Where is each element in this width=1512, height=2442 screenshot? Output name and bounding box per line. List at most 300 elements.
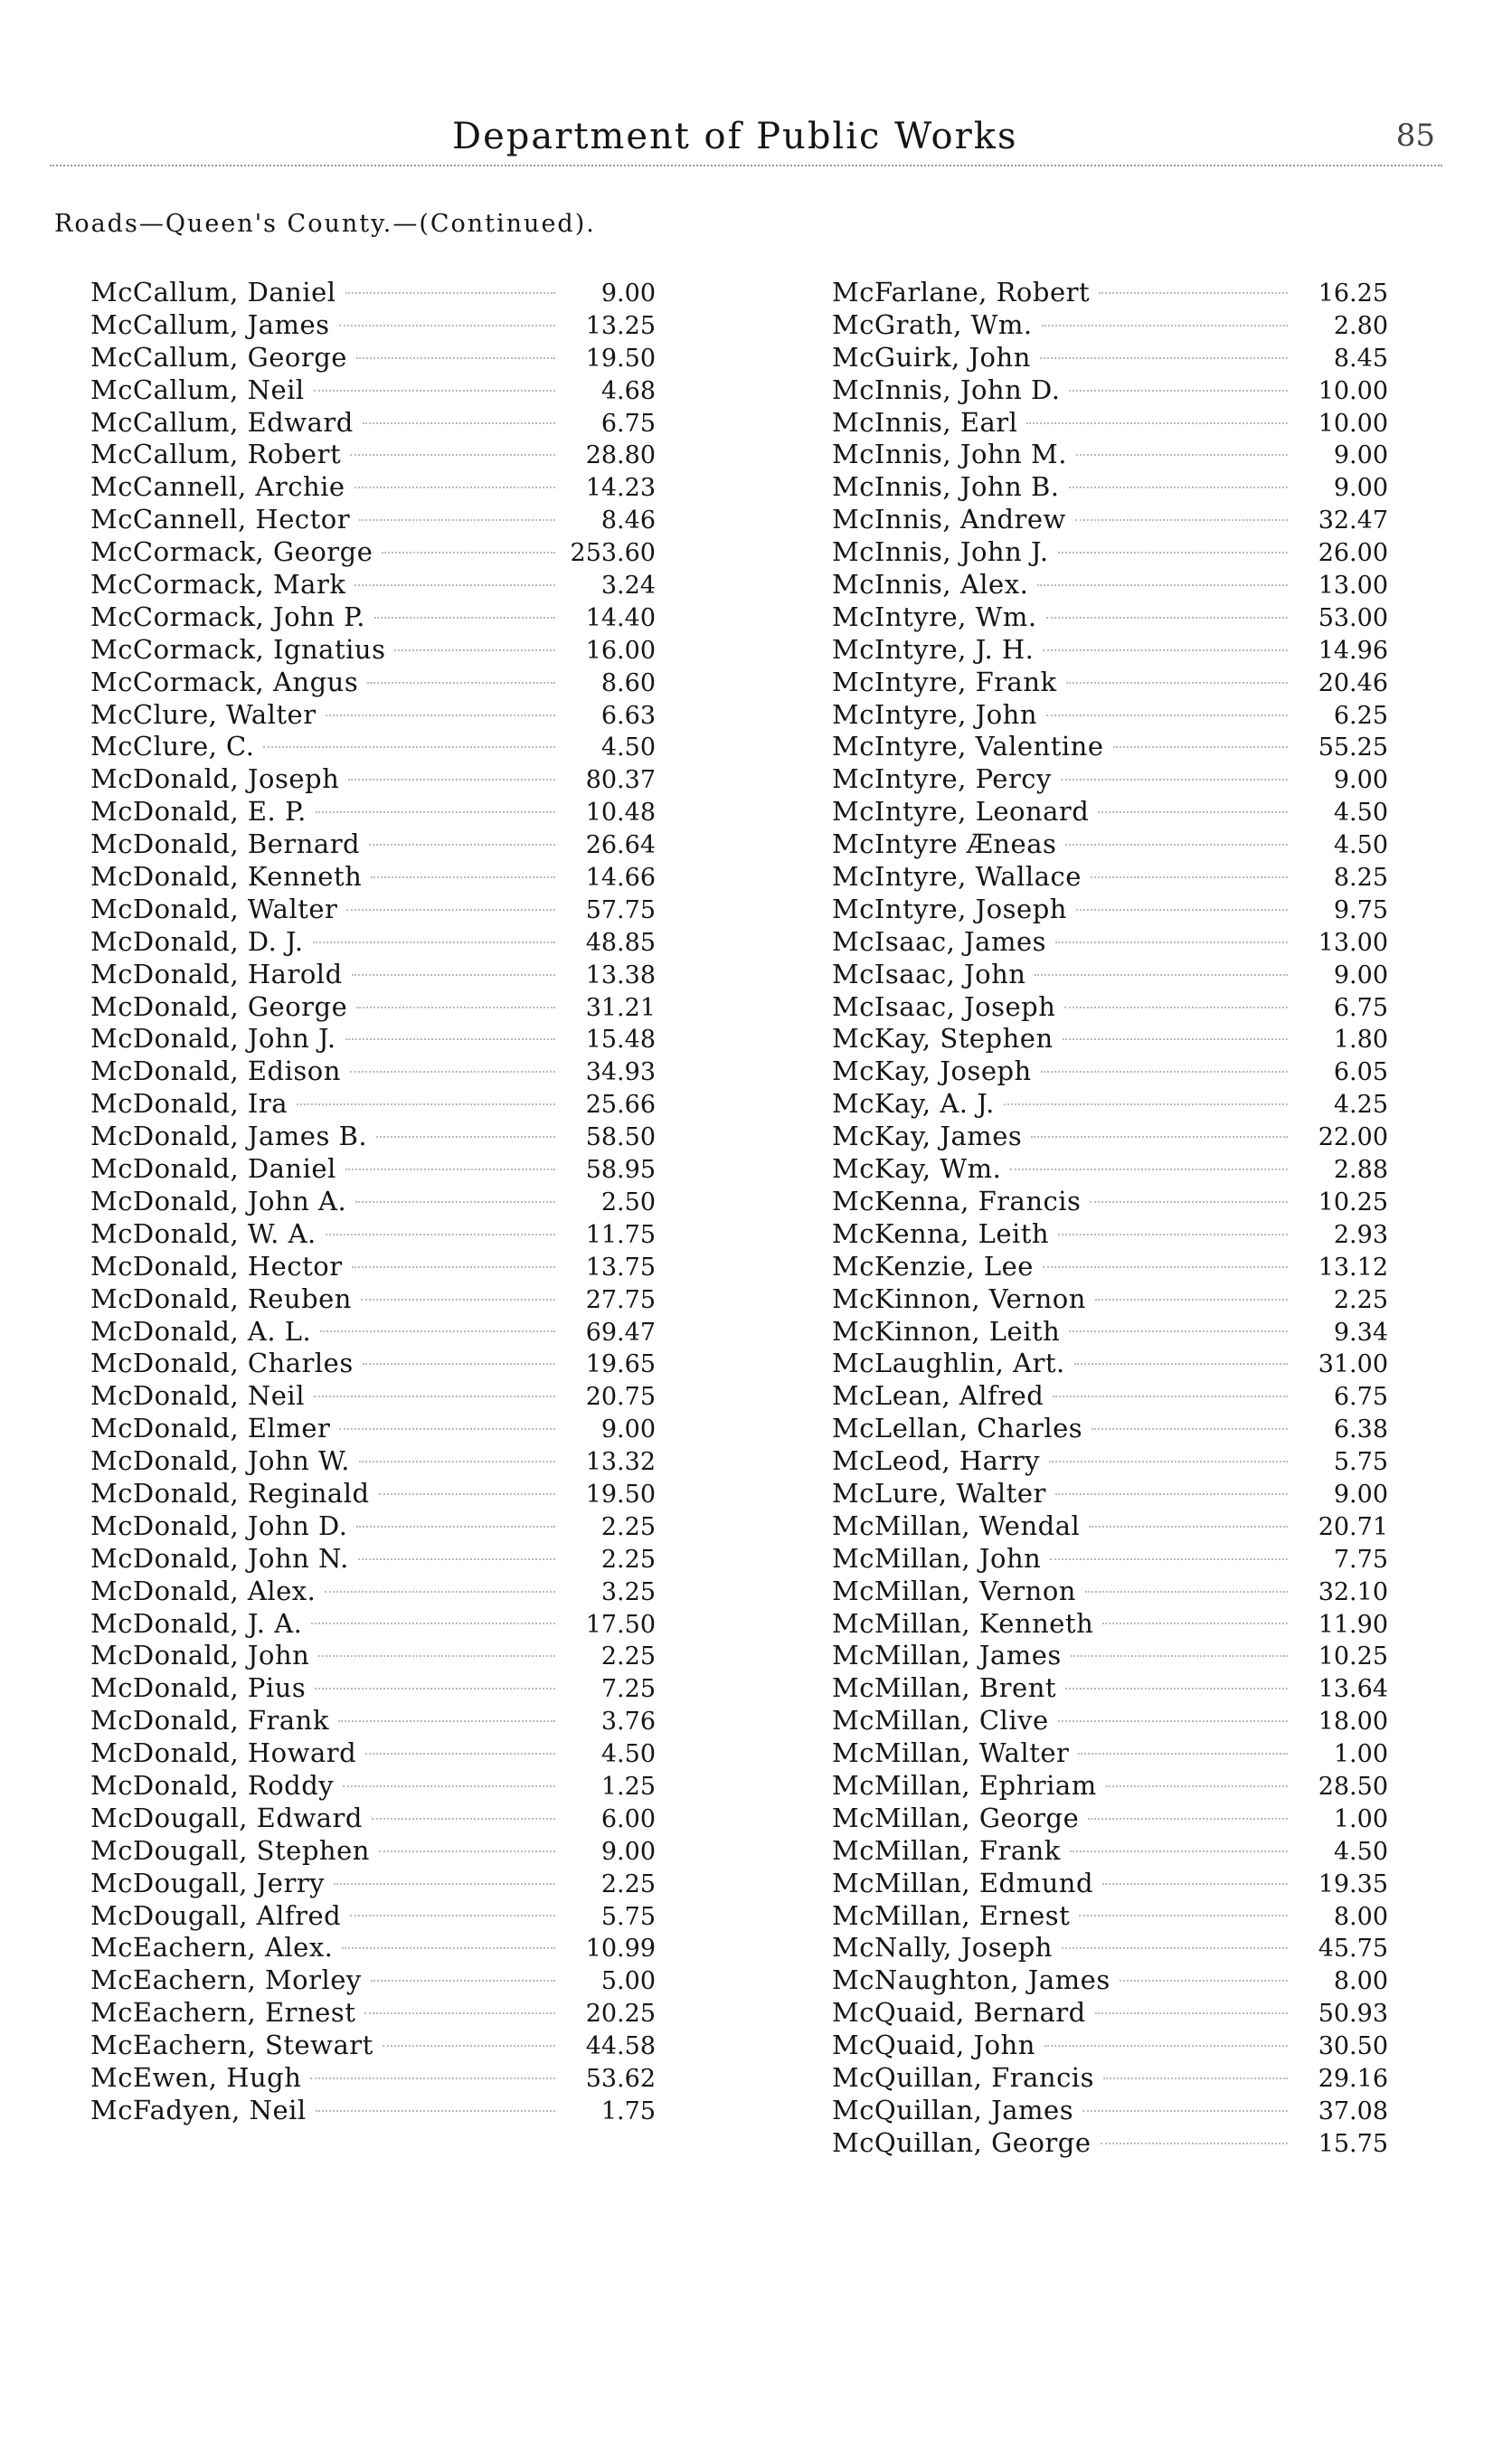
entry-name: McCormack, Mark <box>90 569 346 601</box>
dot-leader <box>1010 1169 1288 1170</box>
list-item <box>90 1186 656 1218</box>
dot-leader <box>1102 1623 1288 1624</box>
list-item <box>90 1705 656 1737</box>
dot-leader <box>1065 1688 1288 1690</box>
list-item <box>832 1900 1388 1933</box>
entry-name: McDonald, Walter <box>90 893 338 924</box>
entry-name: McDougall, Stephen <box>90 1834 370 1866</box>
entry-amount: 9.75 <box>1333 895 1388 924</box>
dot-leader <box>1042 325 1288 327</box>
entry-name: McClure, Walter <box>90 698 317 730</box>
entry-name: McMillan, John <box>832 1542 1042 1574</box>
dot-leader <box>346 909 555 911</box>
entry-amount: 32.47 <box>1318 506 1388 535</box>
dot-leader <box>1090 1201 1288 1203</box>
list-item <box>90 1380 656 1413</box>
entry-amount: 13.75 <box>585 1253 656 1282</box>
entry-name: McDonald, J. A. <box>90 1607 303 1639</box>
list-item <box>832 1543 1388 1576</box>
dot-leader <box>1106 1785 1288 1787</box>
list-item <box>90 667 656 699</box>
entry-name: McDonald, Frank <box>90 1705 329 1737</box>
dot-leader <box>325 1591 555 1593</box>
entry-amount: 5.75 <box>1333 1448 1388 1477</box>
entry-name: McDonald, Bernard <box>90 828 361 860</box>
list-item <box>832 1510 1388 1543</box>
entry-amount: 10.00 <box>1318 409 1388 438</box>
list-item <box>90 1251 656 1283</box>
entry-name: McDonald, Reginald <box>90 1477 370 1509</box>
entry-amount: 19.35 <box>1318 1869 1388 1898</box>
list-item <box>832 277 1388 309</box>
list-item <box>90 1510 656 1543</box>
dot-leader <box>314 390 555 392</box>
entry-name: McIsaac, Joseph <box>832 990 1056 1022</box>
entry-amount: 48.85 <box>585 928 656 957</box>
entry-amount: 8.60 <box>600 668 656 697</box>
list-item <box>832 1251 1388 1283</box>
entry-amount: 7.25 <box>600 1675 656 1704</box>
dot-leader <box>367 682 555 684</box>
entry-amount: 26.00 <box>1318 539 1388 568</box>
dot-leader <box>364 2012 555 2014</box>
list-item <box>832 1737 1388 1770</box>
list-item <box>832 1121 1388 1153</box>
list-item <box>832 731 1388 763</box>
list-item <box>90 1868 656 1900</box>
entry-name: McKay, James <box>832 1121 1023 1152</box>
entry-name: McLellan, Charles <box>832 1413 1083 1444</box>
list-item <box>832 1023 1388 1055</box>
entry-amount: 4.50 <box>1333 831 1388 860</box>
entry-amount: 2.25 <box>600 1642 656 1671</box>
list-item <box>90 1055 656 1088</box>
list-item <box>832 1835 1388 1868</box>
entry-name: McMillan, Wendal <box>832 1510 1081 1541</box>
entry-amount: 20.71 <box>1318 1512 1388 1541</box>
dot-leader <box>1089 1526 1288 1528</box>
list-item <box>90 2062 656 2095</box>
entry-name: McCallum, Daniel <box>90 277 336 308</box>
section-title: Roads—Queen's County.—(Continued). <box>54 210 596 238</box>
entry-name: McCormack, George <box>90 536 373 568</box>
dot-leader <box>318 1655 555 1657</box>
entry-amount: 44.58 <box>585 2032 656 2061</box>
entry-name: McLeod, Harry <box>832 1445 1041 1477</box>
entry-name: McGrath, Wm. <box>832 308 1033 340</box>
entry-name: McEachern, Morley <box>90 1964 362 1996</box>
entry-name: McMillan, Walter <box>832 1737 1070 1769</box>
list-item <box>90 1997 656 2030</box>
dot-leader <box>1099 292 1288 294</box>
list-item <box>90 1316 656 1349</box>
entry-amount: 13.64 <box>1318 1675 1388 1704</box>
entry-amount: 16.25 <box>1318 279 1388 308</box>
entry-name: McInnis, John J. <box>832 536 1049 568</box>
entry-amount: 20.46 <box>1318 668 1388 697</box>
entry-amount: 10.99 <box>585 1935 656 1964</box>
entry-name: McIntyre, Percy <box>832 763 1052 795</box>
dot-leader <box>358 1558 555 1560</box>
list-item <box>832 1964 1388 1997</box>
entry-name: McCannell, Hector <box>90 504 351 535</box>
right-column <box>832 277 1388 2160</box>
entry-name: McDonald, Charles <box>90 1348 354 1379</box>
dot-leader <box>316 811 555 813</box>
entry-name: McIsaac, John <box>832 958 1026 989</box>
list-item <box>90 374 656 407</box>
dot-leader <box>365 1753 555 1755</box>
list-item <box>832 959 1388 991</box>
list-item <box>90 1900 656 1933</box>
dot-leader <box>345 1169 555 1170</box>
entry-name: McDonald, Howard <box>90 1737 357 1769</box>
entry-amount: 37.08 <box>1318 2097 1388 2125</box>
entry-amount: 9.00 <box>600 1837 656 1866</box>
list-item <box>832 1218 1388 1251</box>
entry-amount: 53.00 <box>1318 603 1388 632</box>
list-item <box>832 1348 1388 1380</box>
entry-amount: 28.50 <box>1318 1772 1388 1801</box>
entry-amount: 4.25 <box>1333 1091 1388 1120</box>
dot-leader <box>354 584 555 586</box>
entry-name: McNaughton, James <box>832 1964 1110 1996</box>
list-item <box>832 1640 1388 1672</box>
dot-leader <box>363 1363 555 1365</box>
dot-leader <box>1035 974 1288 976</box>
dot-leader <box>345 292 555 294</box>
entry-name: McDonald, Roddy <box>90 1769 335 1801</box>
list-item <box>832 569 1388 601</box>
dot-leader <box>1113 746 1288 748</box>
entry-amount: 6.75 <box>1333 993 1388 1022</box>
entry-amount: 20.75 <box>585 1383 656 1412</box>
list-item <box>90 991 656 1024</box>
entry-amount: 6.00 <box>600 1804 656 1833</box>
dot-leader <box>1120 1980 1288 1982</box>
entry-name: McCormack, John P. <box>90 601 365 632</box>
entry-amount: 2.88 <box>1333 1156 1388 1185</box>
entry-amount: 32.10 <box>1318 1577 1388 1606</box>
dot-leader <box>1053 1396 1288 1397</box>
dot-leader <box>369 844 555 846</box>
entry-amount: 14.66 <box>585 864 656 893</box>
entry-name: McIntyre, Frank <box>832 666 1057 697</box>
entry-amount: 53.62 <box>585 2064 656 2093</box>
list-item <box>90 763 656 796</box>
list-item <box>832 699 1388 732</box>
entry-name: McDonald, James B. <box>90 1121 368 1152</box>
dot-leader <box>310 2078 555 2079</box>
entry-name: McDonald, E. P. <box>90 796 307 828</box>
dot-leader <box>1069 1330 1288 1332</box>
dot-leader <box>356 357 555 359</box>
entry-amount: 8.00 <box>1333 1967 1388 1996</box>
dot-leader <box>1058 1234 1288 1235</box>
list-item <box>90 634 656 667</box>
dot-leader <box>326 1234 555 1235</box>
dot-leader <box>1046 715 1288 716</box>
entry-name: McIntyre, J. H. <box>832 633 1035 665</box>
dot-leader <box>339 1428 555 1430</box>
dot-leader <box>363 422 555 424</box>
dot-leader <box>371 876 555 878</box>
entry-amount: 8.00 <box>1333 1902 1388 1931</box>
entry-amount: 19.50 <box>585 1480 656 1509</box>
list-item <box>832 1770 1388 1803</box>
entry-name: McCallum, Edward <box>90 406 354 438</box>
entry-name: McKay, Joseph <box>832 1055 1032 1087</box>
entry-name: McDonald, Neil <box>90 1380 305 1412</box>
dot-leader <box>1037 584 1288 586</box>
entry-amount: 34.93 <box>585 1058 656 1087</box>
list-item <box>90 601 656 634</box>
dot-leader <box>1050 1558 1288 1560</box>
dot-leader <box>352 974 555 976</box>
dot-leader <box>382 552 555 554</box>
dot-leader <box>316 2110 555 2112</box>
entry-name: McCallum, Neil <box>90 374 305 405</box>
entry-name: McKay, Wm. <box>832 1153 1002 1185</box>
entry-name: McInnis, John D. <box>832 374 1061 405</box>
entry-name: McDonald, John N. <box>90 1542 349 1574</box>
dot-leader <box>348 779 555 781</box>
dot-leader <box>1043 1266 1288 1268</box>
entry-name: McIntyre Æneas <box>832 828 1057 860</box>
list-item <box>90 959 656 991</box>
entry-amount: 8.45 <box>1333 344 1388 373</box>
dot-leader <box>1074 1363 1288 1365</box>
list-item <box>832 1283 1388 1316</box>
page-header <box>0 116 1512 170</box>
list-item <box>90 1640 656 1672</box>
entry-name: McDonald, John J. <box>90 1023 336 1055</box>
entry-amount: 5.00 <box>600 1967 656 1996</box>
list-item <box>90 277 656 309</box>
entry-amount: 18.00 <box>1318 1708 1388 1737</box>
list-item <box>832 926 1388 959</box>
entry-amount: 9.00 <box>1333 474 1388 503</box>
list-item <box>90 894 656 926</box>
list-item <box>832 1997 1388 2030</box>
list-item <box>832 796 1388 828</box>
entry-name: McDonald, A. L. <box>90 1315 312 1347</box>
left-column <box>90 277 656 2127</box>
entry-name: McDonald, D. J. <box>90 925 304 957</box>
entry-name: McMillan, Frank <box>832 1834 1061 1866</box>
dot-leader <box>379 1493 555 1495</box>
entry-name: McDonald, Kenneth <box>90 861 363 893</box>
entry-amount: 3.25 <box>600 1577 656 1606</box>
list-item <box>832 2127 1388 2160</box>
header-rule <box>50 165 1442 166</box>
dot-leader <box>311 1623 555 1624</box>
dot-leader <box>1004 1103 1288 1105</box>
list-item <box>832 1478 1388 1510</box>
entry-amount: 11.90 <box>1318 1610 1388 1639</box>
list-item <box>832 1576 1388 1608</box>
entry-name: McMillan, Clive <box>832 1705 1049 1737</box>
list-item <box>832 1316 1388 1349</box>
entry-name: McInnis, Alex. <box>832 569 1029 601</box>
entry-name: McCallum, Robert <box>90 439 342 470</box>
list-item <box>832 1932 1388 1964</box>
entry-name: McDonald, Elmer <box>90 1413 331 1444</box>
entry-amount: 9.00 <box>1333 961 1388 989</box>
list-item <box>832 342 1388 374</box>
entry-name: McFarlane, Robert <box>832 277 1091 308</box>
dot-leader <box>1040 357 1288 359</box>
entry-amount: 50.93 <box>1318 2000 1388 2029</box>
entry-amount: 9.00 <box>1333 766 1388 795</box>
list-item <box>90 699 656 732</box>
entry-amount: 13.12 <box>1318 1253 1388 1282</box>
entry-amount: 9.00 <box>1333 441 1388 470</box>
list-item <box>90 1803 656 1835</box>
entry-amount: 45.75 <box>1318 1935 1388 1964</box>
list-item <box>90 731 656 763</box>
dot-leader <box>376 1136 555 1138</box>
list-item <box>90 1283 656 1316</box>
list-item <box>90 471 656 504</box>
entry-amount: 31.21 <box>585 993 656 1022</box>
entry-amount: 11.75 <box>585 1220 656 1249</box>
dot-leader <box>1058 1720 1288 1722</box>
entry-name: McKenna, Leith <box>832 1217 1050 1249</box>
dot-leader <box>1066 682 1288 684</box>
page-number: 85 <box>1395 118 1435 154</box>
entry-name: McInnis, John M. <box>832 439 1067 470</box>
dot-leader <box>320 1330 555 1332</box>
list-item <box>832 439 1388 471</box>
list-item <box>90 1672 656 1705</box>
entry-amount: 4.50 <box>600 734 656 762</box>
list-item <box>832 1153 1388 1186</box>
entry-amount: 27.75 <box>585 1285 656 1314</box>
entry-amount: 29.16 <box>1318 2064 1388 2093</box>
dot-leader <box>314 1396 555 1397</box>
list-item <box>832 374 1388 407</box>
list-item <box>90 1608 656 1641</box>
entry-amount: 28.80 <box>585 441 656 470</box>
entry-amount: 55.25 <box>1318 734 1388 762</box>
entry-amount: 1.75 <box>600 2097 656 2125</box>
entry-name: McIntyre, Valentine <box>832 731 1104 762</box>
dot-leader <box>356 1526 555 1528</box>
entry-amount: 80.37 <box>585 766 656 795</box>
entry-name: McMillan, Ernest <box>832 1899 1071 1931</box>
list-item <box>832 861 1388 894</box>
dot-leader <box>1041 1071 1288 1073</box>
entry-amount: 9.34 <box>1333 1318 1388 1347</box>
entry-name: McMillan, Ephriam <box>832 1769 1097 1801</box>
entry-name: McIsaac, James <box>832 925 1046 957</box>
dot-leader <box>1098 811 1288 813</box>
entry-amount: 9.00 <box>1333 1480 1388 1509</box>
list-item <box>90 1445 656 1478</box>
dot-leader <box>350 1915 555 1917</box>
entry-name: McDonald, Daniel <box>90 1153 336 1185</box>
dot-leader <box>354 487 555 488</box>
list-item <box>832 991 1388 1024</box>
list-item <box>90 1835 656 1868</box>
list-item <box>832 1186 1388 1218</box>
entry-amount: 69.47 <box>585 1318 656 1347</box>
entry-amount: 57.75 <box>585 895 656 924</box>
entry-amount: 10.48 <box>585 799 656 828</box>
list-item <box>90 439 656 471</box>
entry-amount: 6.75 <box>1333 1383 1388 1412</box>
dot-leader <box>359 1461 555 1462</box>
entry-name: McDonald, Ira <box>90 1088 288 1120</box>
list-item <box>90 2095 656 2127</box>
list-item <box>90 828 656 861</box>
entry-name: McDonald, Hector <box>90 1250 343 1282</box>
entry-amount: 13.00 <box>1318 928 1388 957</box>
entry-amount: 4.50 <box>1333 799 1388 828</box>
entry-name: McQuillan, Francis <box>832 2061 1094 2093</box>
list-item <box>832 1672 1388 1705</box>
entry-amount: 9.00 <box>600 1415 656 1444</box>
dot-leader <box>1064 1007 1288 1008</box>
dot-leader <box>339 325 555 327</box>
list-item <box>90 1737 656 1770</box>
list-item <box>832 471 1388 504</box>
entry-name: McDonald, John W. <box>90 1445 351 1477</box>
dot-leader <box>352 1266 555 1268</box>
entry-amount: 2.80 <box>1333 311 1388 340</box>
entry-name: McCormack, Angus <box>90 666 359 697</box>
entry-name: McClure, C. <box>90 731 255 762</box>
dot-leader <box>1091 1428 1288 1430</box>
entry-name: McGuirk, John <box>832 341 1031 373</box>
entry-name: McKenzie, Lee <box>832 1250 1034 1282</box>
list-item <box>832 536 1388 569</box>
entry-amount: 3.76 <box>600 1708 656 1737</box>
list-item <box>832 1445 1388 1478</box>
entry-amount: 4.68 <box>600 376 656 405</box>
dot-leader <box>342 1947 555 1949</box>
entry-name: McDonald, Reuben <box>90 1283 352 1314</box>
entry-amount: 30.50 <box>1318 2032 1388 2061</box>
entry-name: McCannell, Archie <box>90 471 345 503</box>
entry-name: McQuillan, James <box>832 2094 1074 2125</box>
dot-leader <box>1055 942 1288 943</box>
dot-leader <box>350 1071 555 1073</box>
dot-leader <box>1102 1883 1288 1885</box>
entry-amount: 26.64 <box>585 831 656 860</box>
dot-leader <box>359 519 555 521</box>
entry-name: McKinnon, Leith <box>832 1315 1061 1347</box>
dot-leader <box>315 1688 555 1690</box>
entry-name: McKay, A. J. <box>832 1088 995 1120</box>
entry-name: McLure, Walter <box>832 1477 1046 1509</box>
entry-name: McMillan, Brent <box>832 1672 1057 1704</box>
entry-name: McCormack, Ignatius <box>90 633 386 665</box>
entry-name: McInnis, Earl <box>832 406 1018 438</box>
entry-name: McDonald, John A. <box>90 1185 347 1216</box>
entry-amount: 25.66 <box>585 1091 656 1120</box>
entry-amount: 19.65 <box>585 1350 656 1379</box>
entry-amount: 3.24 <box>600 572 656 601</box>
entry-amount: 14.40 <box>585 603 656 632</box>
list-item <box>832 634 1388 667</box>
list-item <box>832 601 1388 634</box>
list-item <box>832 894 1388 926</box>
list-item <box>90 569 656 601</box>
list-item <box>90 2030 656 2062</box>
list-item <box>832 1380 1388 1413</box>
